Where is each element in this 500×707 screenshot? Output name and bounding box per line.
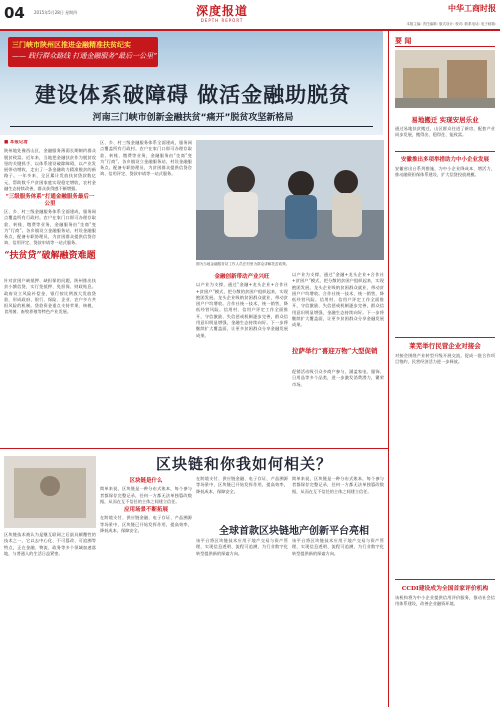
right-headline-1: 易地搬迁 实现安居乐业 [411,116,479,124]
banner-slogan: —— 践行群众路线 打通金融服务“最后一公里” [12,52,157,60]
lower-body-2: 在跨境支付、供应链金融、电子存证、产品溯源等场景中，区块链已开始发挥作用，提高效率，降低成本，保障安全。 [100,515,192,534]
lead-subhead-2: “扶贫贷”破解融资难题 [4,251,96,261]
right-photo [395,50,495,108]
lower-body-1-cont: 简单来说，区块链是一种分布式账本，每个参与者都保存完整记录，任何一方都无法单独篡改数据，从而在互不信任的主体之间建立信任。 [292,476,384,494]
middle-subhead: 金融创新带动产业兴旺 [214,274,270,280]
lower-subhead-2: 应用场景不断拓展 [123,507,168,514]
right-rule-2 [395,337,495,338]
lower-intro: 区块链技术被认为是继互联网之后最具颠覆性的技术之一，它以去中心化、不可篡改、可追溯等特点，正在金融、物流、政务等多个领域加速落地，与普通人的生活日益紧密。 [4,532,96,556]
right-body-4: 该机构将为中小企业提供信用评价服务，推动社会信用体系建设，改善企业融资环境。 [395,595,495,607]
lower-col-4-top [292,476,384,520]
right-body-1: 通过易地扶贫搬迁，山区群众住进了新房，配套产业同步发展，搬得出、稳得住、能致富。 [395,126,495,138]
lower-col-3 [196,538,288,702]
middle-body-cont: 以产业为支撑，通过“金融+龙头企业+合作社+贫困户”模式，把分散的贫困户组织起来，实现抱团发展。龙头企业吸纳贫困群众就业，带动贫困户户均增收。合作社统一技术、统一销售，降低经营风险。信用村、信用户评定工作全面推开，守信激励、失信惩戒机制逐步完善，群众信用意识明显增强，金融生态持续向好。下一步将继续扩大覆盖面，让更多贫困群众分享金融发展成果。 [292,272,384,328]
right-rule-3 [395,579,495,580]
lower-mid-headline: 全球首款区块链地产创新平台亮相 [219,526,369,537]
right-headline-4: CCDI建设成为全国首家评价机构 [401,586,489,592]
right-headline-2: 安徽推出多项举措助力中小企业发展 [400,157,489,163]
lower-mid-body-cont: 该平台将区块链技术应用于地产交易与资产管理，实现信息透明、流程可追溯，为行业数字化转型提供新的探索方向。 [292,538,384,556]
middle-body: 以产业为支撑，通过“金融+龙头企业+合作社+贫困户”模式，把分散的贫困户组织起来，实现抱团发展。龙头企业吸纳贫困群众就业，带动贫困户户均增收。合作社统一技术、统一销售，降低经营风险。信用村、信用户评定工作全面推开，守信激励、失信惩戒机制逐步完善，群众信用意识明显增强，金融生态持续向好。下一步将继续扩大覆盖面，让更多贫困群众分享金融发展成果。 [196,282,288,338]
lower-section-rule [0,448,388,449]
issue-date: 2015年5月28日 星期四 [34,10,78,15]
photo-illustration [196,140,384,260]
right-body-2: 安徽省出台系列措施，为中小企业降成本、增活力，推动融资担保体系建设，扩大信贷投放规模。 [395,166,495,178]
side-box [292,345,384,445]
lead-article-col-2 [100,140,192,445]
lower-photo-illustration [4,456,96,528]
right-photo-illustration [395,50,495,108]
right-column-title: 要 闻 [395,37,412,45]
lower-body-1: 简单来说，区块链是一种分布式账本，每个参与者都保存完整记录，任何一方都无法单独篡改数据，从而在互不信任的主体之间建立信任。 [100,486,192,504]
news-photo [196,140,384,260]
section-title: 深度报道 [195,4,248,18]
masthead [0,0,500,30]
lower-col-4 [292,538,384,702]
right-headline-3: 莱芜举行民营企业对接会 [409,342,481,350]
section-subtitle: DEPTH REPORT [200,18,244,23]
editor-info: 本版主编: 责任编辑: 版式设计: 校对: 联系电话: 电子邮箱: [406,22,496,26]
lower-section-title: 区块链和你我如何相关？ [155,455,332,473]
headline-banner [0,31,383,135]
banner-kicker: 三门峡市陕州区推进金融精准扶贫纪实 [12,41,131,49]
lead-body-a: 陕州地处豫西山区，金融服务薄弱长期制约群众脱贫致富。近年来，当地把金融扶贫作为脱贫攻坚的关键抓手，以体系建设破除障碍，以产业发展带动增收，走出了一条金融助力精准脱贫的新路子。一年多来，全区累计发放扶贫贷款数亿元，帮助数千户贫困家庭实现稳定增收，农村金融生态持续改善，群众获得感不断增强。 [4,148,96,192]
right-body-3: 对接会围绕产业转型升级开展交流，促成一批合作项目签约，民营经济活力进一步释放。 [395,353,495,365]
middle-article-col-1 [196,272,288,445]
side-box-body: 促销活动吸引众多商户参与，涵盖家电、服饰、日用品等多个品类，进一步激发消费潜力，繁荣市场。 [292,369,384,387]
photo-caption: 图为当地金融服务站工作人员在村里为群众讲解扶贫政策。 [196,262,290,266]
lower-col-3-top [196,476,288,520]
lead-body-c: 针对贫困户缺抵押、缺担保的问题，陕州推出扶贫小额信贷，实行免抵押、免担保、财政贴息。政府设立风险补偿金，银行按比例放大发放贷款，形成政府、银行、保险、企业、农户多方共担风险的机制。贷款资金重点支持苹果、核桃、食用菌、畜牧养殖等特色产业发展。 [4,278,96,315]
right-title-rule [395,46,495,47]
right-rule-1 [395,151,495,152]
main-subheadline: 河南三门峡市创新金融扶贫“痛开”脱贫攻坚新格局 [92,113,294,123]
lead-byline: ■ 本报记者 [4,140,28,145]
page-number: 04 [4,4,25,22]
newspaper-name: 中华工商时报 [448,4,496,13]
lower-col-2 [100,476,192,702]
banner-rule [10,126,373,127]
lead-subhead-1: “三级服务体系”打通金融服务最后一公里 [5,194,95,207]
lead-body-b-cont: 区、乡、村三级金融服务体系全面建成，服务网点覆盖所有行政村。农户在家门口即可办理存取款、转账、缴费等业务，金融服务由“坐商”变为“行商”。各乡镇设立金融服务站，村设金融服务点，配备专职协理员，为贫困群众提供信贷咨询、信用评定、贷款申请等一站式服务。 [100,140,192,177]
side-box-headline: 拉萨举行“喜迎万物”大型促销 [292,347,378,355]
lead-body-b: 区、乡、村三级金融服务体系全面建成，服务网点覆盖所有行政村。农户在家门口即可办理存取款、转账、缴费等业务，金融服务由“坐商”变为“行商”。各乡镇设立金融服务站，村设金融服务点，配备专职协理员，为贫困群众提供信贷咨询、信用评定、贷款申请等一站式服务。 [4,208,96,246]
lead-article-col-1b [4,278,96,445]
right-news-column [388,31,500,707]
lower-mid-body: 该平台将区块链技术应用于地产交易与资产管理，实现信息透明、流程可追溯，为行业数字化转型提供新的探索方向。 [196,538,288,556]
lower-subhead-1: 区块链是什么 [129,478,163,484]
lower-photo [4,456,96,528]
lower-body-2-cont: 在跨境支付、供应链金融、电子存证、产品溯源等场景中，区块链已开始发挥作用，提高效率，降低成本，保障安全。 [196,476,288,494]
main-headline: 建设体系破障碍 做活金融助脱贫 [34,82,352,107]
lower-col-1 [4,532,96,702]
